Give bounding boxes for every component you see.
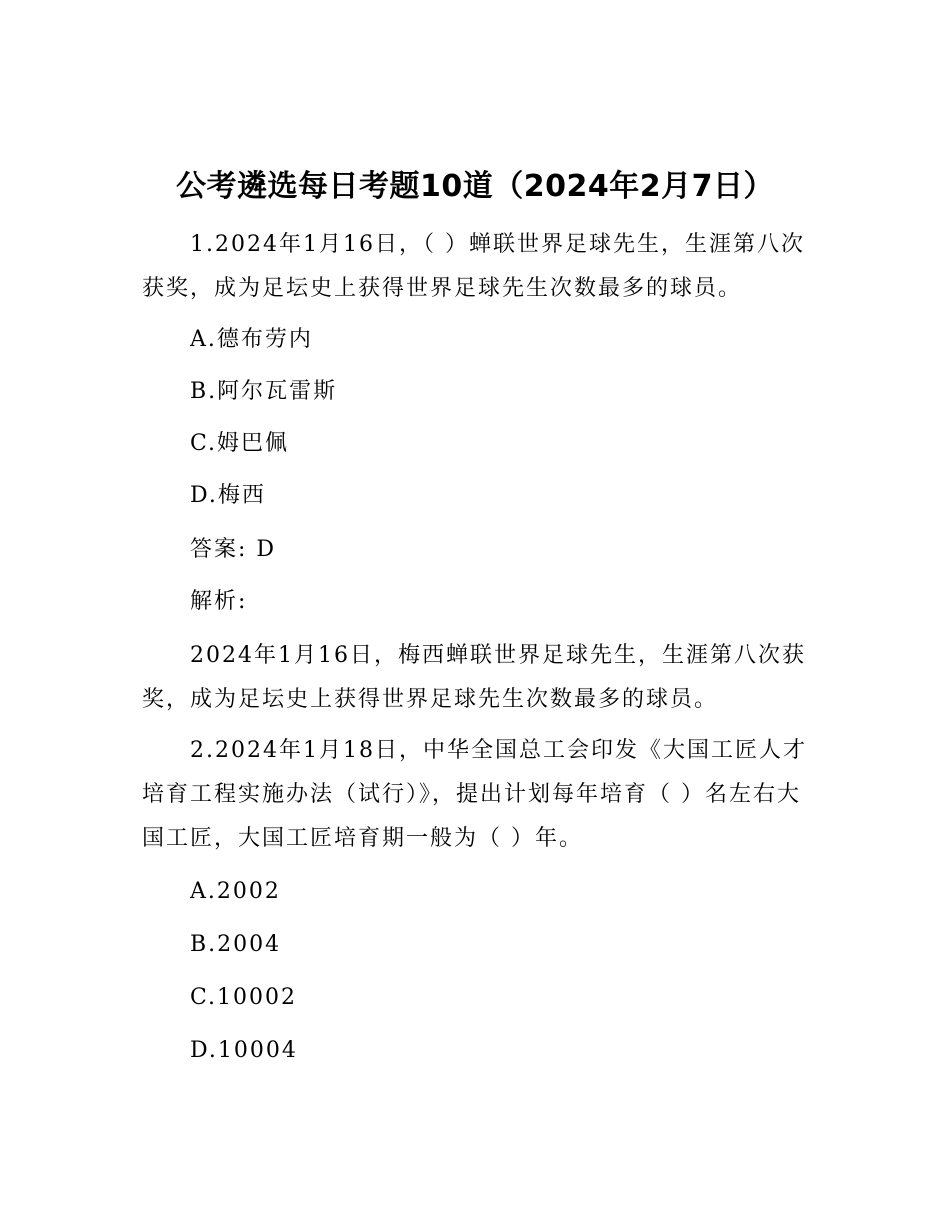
question-stem: 1.2024年1月16日，（ ）蝉联世界足球先生，生涯第八次获奖，成为足坛史上获得世界足球先生次数最多的球员。 xyxy=(142,232,805,301)
question-2-option-d: D.10004 xyxy=(190,1038,298,1063)
question-2-option-a: A.2002 xyxy=(190,879,281,904)
question-1-analysis-label: 解析: xyxy=(190,589,248,614)
question-1-analysis xyxy=(142,634,810,722)
question-2-option-c: C.10002 xyxy=(190,985,298,1010)
analysis-text: 2024年1月16日，梅西蝉联世界足球先生，生涯第八次获奖，成为足坛史上获得世界足球先生次数最多的球员。 xyxy=(142,643,806,712)
question-1-option-a: A.德布劳内 xyxy=(190,327,313,352)
question-1-stem xyxy=(142,223,810,311)
question-2-option-b: B.2004 xyxy=(190,932,282,957)
question-1-option-b: B.阿尔瓦雷斯 xyxy=(190,379,338,404)
question-2-stem xyxy=(142,729,810,861)
page-title: 公考遴选每日考题10道（2024年2月7日） xyxy=(176,169,774,204)
question-1-answer: 答案: D xyxy=(190,537,277,562)
question-1-option-c: C.姆巴佩 xyxy=(190,431,290,456)
question-1-option-d: D.梅西 xyxy=(190,483,266,508)
question-stem: 2.2024年1月18日，中华全国总工会印发《大国工匠人才培育工程实施办法（试行）》，提出计划每年培育（ ）名左右大国工匠，大国工匠培育期一般为（ ）年。 xyxy=(142,738,807,851)
